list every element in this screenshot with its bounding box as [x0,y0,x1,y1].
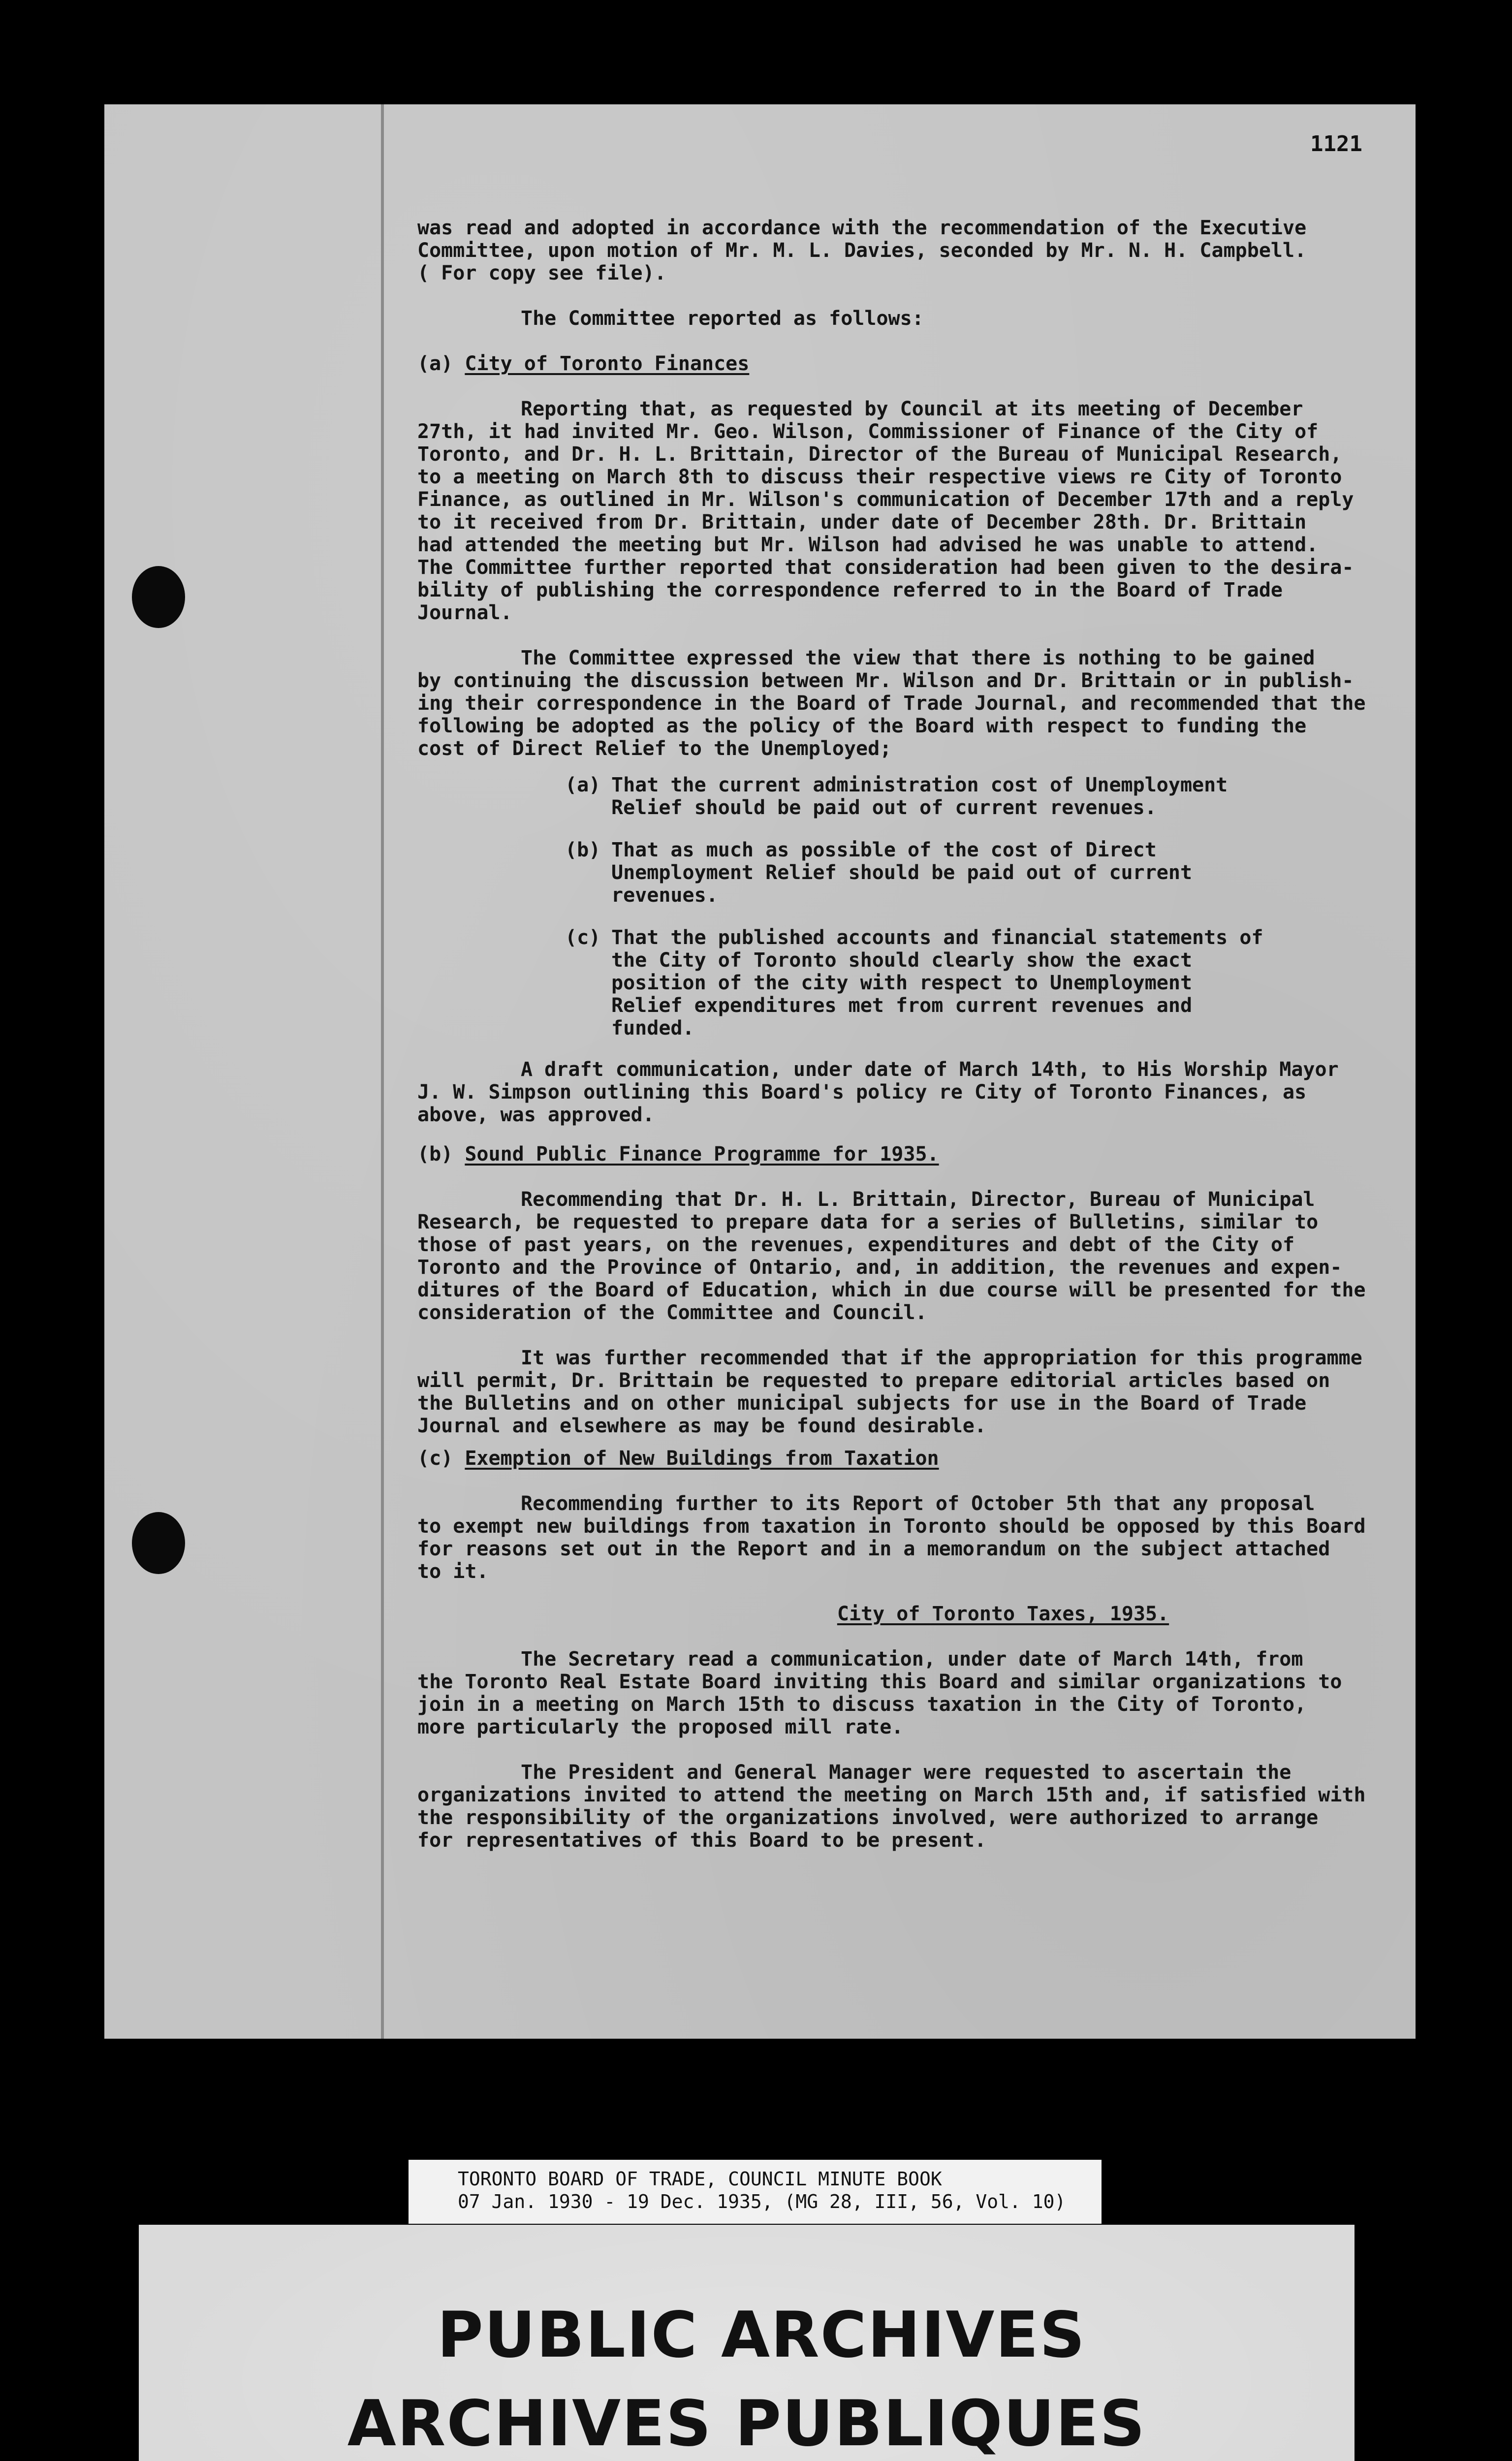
archives-stamp [139,2225,1354,2461]
policy-item-c: (c) That the published accounts and financial statements of the City of Toronto should clearly show the exact position of the city with respect to Unemployment Relief expenditures met from current revenues and funded. [565,926,1263,1040]
margin-rule [381,104,384,2039]
section-a-paragraph-3: A draft communication, under date of March 14th, to His Worship Mayor J. W. Simpson outlining this Board's policy re City of Toronto Finances, as above, was approved. [417,1058,1339,1126]
section-c-paragraph-1: Recommending further to its Report of October 5th that any proposal to exempt new buildings from taxation in Toronto should be opposed by this Board for reasons set out in the Report and in a memorandum on the subject attached to it. [417,1492,1366,1583]
archive-label-line-1: TORONTO BOARD OF TRADE, COUNCIL MINUTE BOOK [458,2168,942,2190]
section-b-heading [417,1143,1382,1166]
section-b-label: (b) [417,1143,453,1166]
section-a-label: (a) [417,352,453,375]
policy-item-a: (a) That the current administration cost of Unemployment Relief should be paid out of current revenues. [565,774,1228,819]
committee-reported-line: The Committee reported as follows: [521,307,924,330]
section-b-paragraph-2: It was further recommended that if the appropriation for this programme will permit, Dr. Brittain be requested to prepare editorial articles based on the Bulletins and on other municipal subjects for use in the Board of Trade Journal and elsewhere as may be found desirable. [417,1347,1362,1437]
section-a-heading [417,352,1382,375]
taxes-section-title: City of Toronto Taxes, 1935. [837,1603,1169,1625]
stamp-line-1: PUBLIC ARCHIVES [437,2299,1086,2372]
archive-reference-label [409,2160,1102,2224]
archive-label-line-2: 07 Jan. 1930 - 19 Dec. 1935, (MG 28, III, 56, Vol. 10) [458,2191,1066,2212]
punch-hole-bottom [132,1512,185,1574]
section-c-heading [417,1447,1382,1470]
page-number: 1121 [1310,131,1362,157]
section-c-title: Exemption of New Buildings from Taxation [465,1447,939,1470]
section-c-label: (c) [417,1447,453,1470]
section-a-title: City of Toronto Finances [465,352,750,375]
section-a-paragraph-2: The Committee expressed the view that there is nothing to be gained by continuing the discussion between Mr. Wilson and Dr. Brittain or in publish- ing their correspondence in the Board of Trade Journal, and recommended that the following be adopted as the policy of the Board with respect to funding the cost of Direct Relief to the Unemployed; [417,647,1366,760]
minutes-text [417,217,1382,1852]
section-a-paragraph-1: Reporting that, as requested by Council at its meeting of December 27th, it had invited Mr. Geo. Wilson, Commissioner of Finance of the City of Toronto, and Dr. H. L. Brittain, Director of the Bureau of Municipal Research, to a meeting on March 8th to discuss their respective views re City of Toronto Finance, as outlined in Mr. Wilson's communication of December 17th and a reply to it received from Dr. Brittain, under date of December 28th. Dr. Brittain had attended the meeting but Mr. Wilson had advised he was unable to attend. The Committee further reported that consideration had been given to the desira- bility of publishing the correspondence referred to in the Board of Trade Journal. [417,398,1354,624]
taxes-paragraph-2: The President and General Manager were requested to ascertain the organizations invited to attend the meeting on March 15th and, if satisfied with the responsibility of the organizations involved, were authorized to arrange for representatives of this Board to be present. [417,1761,1366,1852]
punch-hole-top [132,566,185,628]
stamp-line-2: ARCHIVES PUBLIQUES [347,2387,1146,2461]
document-page [104,104,1416,2039]
section-b-paragraph-1: Recommending that Dr. H. L. Brittain, Director, Bureau of Municipal Research, be requested to prepare data for a series of Bulletins, similar to those of past years, on the revenues, expenditures and debt of the City of Toronto and the Province of Ontario, and, in addition, the revenues and expen- ditures of the Board of Education, which in due course will be presented for the consideration of the Committee and Council. [417,1188,1366,1324]
section-b-title: Sound Public Finance Programme for 1935. [465,1143,939,1166]
opening-paragraph: was read and adopted in accordance with the recommendation of the Executive Committee, upon motion of Mr. M. L. Davies, seconded by Mr. N. H. Campbell. ( For copy see file). [417,217,1307,284]
policy-item-b: (b) That as much as possible of the cost of Direct Unemployment Relief should be paid out of current revenues. [565,839,1193,907]
taxes-paragraph-1: The Secretary read a communication, under date of March 14th, from the Toronto Real Estate Board inviting this Board and similar organizations to join in a meeting on March 15th to discuss taxation in the City of Toronto, more particularly the proposed mill rate. [417,1648,1342,1738]
